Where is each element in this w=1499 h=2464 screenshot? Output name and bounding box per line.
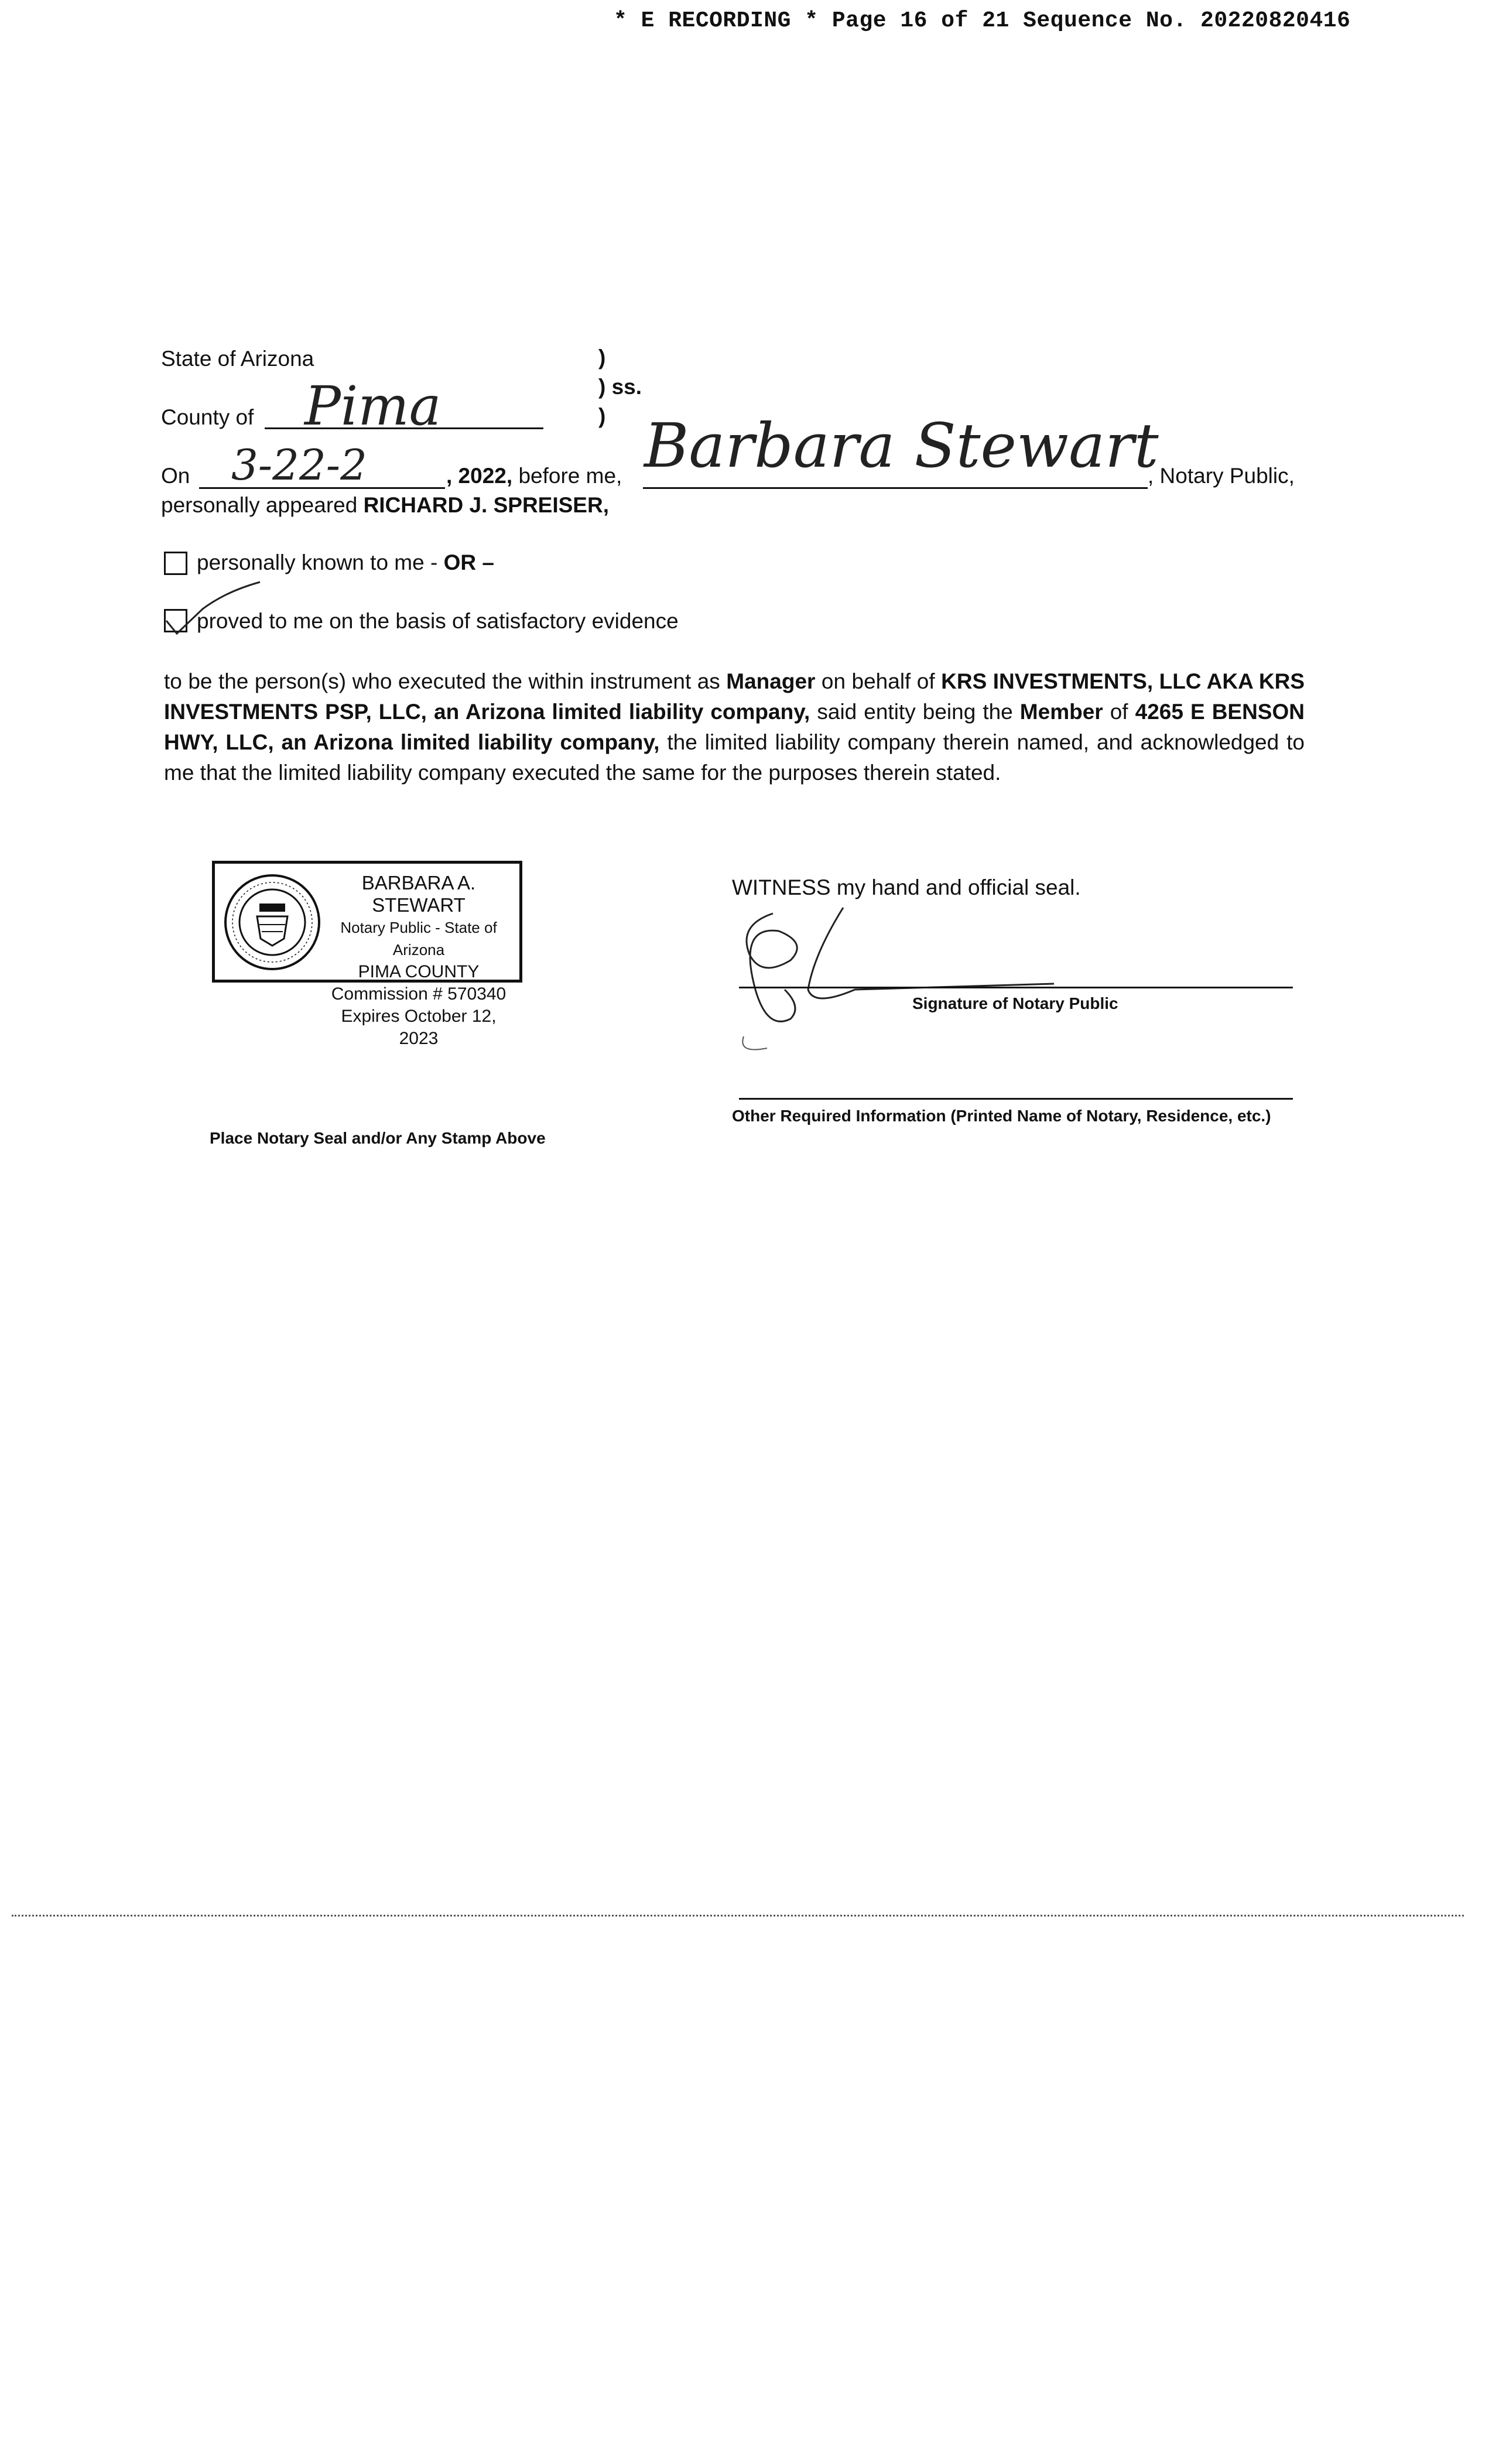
known-option <box>197 550 494 575</box>
para-text-5: the limited liability company therein named, and acknowledged to me that the limited liability company executed the same for the purposes therein stated. <box>164 730 1305 785</box>
notary-stamp <box>212 861 522 1048</box>
stamp-notary-name: BARBARA A. STEWART <box>361 872 476 916</box>
venue-paren-3: ) <box>598 404 606 428</box>
notary-name-underline <box>643 487 1148 489</box>
state-seal-icon <box>223 873 321 971</box>
other-info-label: Other Required Information (Printed Name of Notary, Residence, etc.) <box>732 1107 1271 1125</box>
on-label: On <box>161 464 190 488</box>
para-text-1: to be the person(s) who executed the within instrument as <box>164 669 727 693</box>
other-info-line <box>739 1098 1293 1100</box>
para-text-4: of <box>1103 700 1135 724</box>
known-or: OR <box>443 550 477 574</box>
recording-header: * E RECORDING * Page 16 of 21 Sequence No. 20220820416 <box>614 8 1351 33</box>
stamp-text-block <box>319 872 518 1050</box>
signature-line <box>739 987 1293 988</box>
proved-label: proved to me on the basis of satisfactory evidence <box>197 609 679 633</box>
para-member: Member <box>1019 700 1103 724</box>
notary-signature <box>703 902 1066 1077</box>
date-handwritten: 3-22-2 <box>231 440 367 490</box>
state-label: State of Arizona <box>161 347 314 371</box>
stamp-expires: Expires October 12, 2023 <box>341 1007 497 1048</box>
seal-placement-label: Place Notary Seal and/or Any Stamp Above <box>210 1129 546 1147</box>
notary-public-label: , Notary Public, <box>1148 464 1295 488</box>
stamp-commission: Commission # 570340 <box>331 984 506 1004</box>
acknowledgment-paragraph <box>164 666 1305 788</box>
scan-artifact-line <box>12 1915 1464 1917</box>
witness-text: WITNESS my hand and official seal. <box>732 875 1081 899</box>
known-dash: – <box>482 550 494 574</box>
signer-name: RICHARD J. SPREISER, <box>363 493 609 517</box>
para-entity: KRS INVESTMENTS, LLC AKA KRS INVESTMENTS PSP, LLC, an Arizona limited liability company, <box>164 669 1305 724</box>
notary-name-handwritten: Barbara Stewart <box>644 410 1159 481</box>
para-text-3: said entity being the <box>810 700 1020 724</box>
county-handwritten: Pima <box>304 375 442 437</box>
known-label: personally known to me - <box>197 550 438 574</box>
personally-appeared-label: personally appeared <box>161 493 358 517</box>
signature-label: Signature of Notary Public <box>912 994 1118 1012</box>
before-me-text: before me, <box>518 464 622 488</box>
para-role: Manager <box>726 669 816 693</box>
para-text-2: on behalf of <box>815 669 942 693</box>
para-llc: 4265 E BENSON HWY, LLC, an Arizona limited liability company, <box>164 700 1305 754</box>
county-label: County of <box>161 405 254 429</box>
year-and-before-me <box>446 464 622 488</box>
venue-paren-1: ) <box>598 345 606 369</box>
stamp-notary-title: Notary Public - State of Arizona <box>340 919 497 959</box>
personally-appeared-line <box>161 493 609 518</box>
year-text: , 2022, <box>446 464 513 488</box>
venue-paren-ss: ) ss. <box>598 375 642 399</box>
known-checkbox[interactable] <box>164 552 187 575</box>
stamp-county: PIMA COUNTY <box>358 962 480 981</box>
